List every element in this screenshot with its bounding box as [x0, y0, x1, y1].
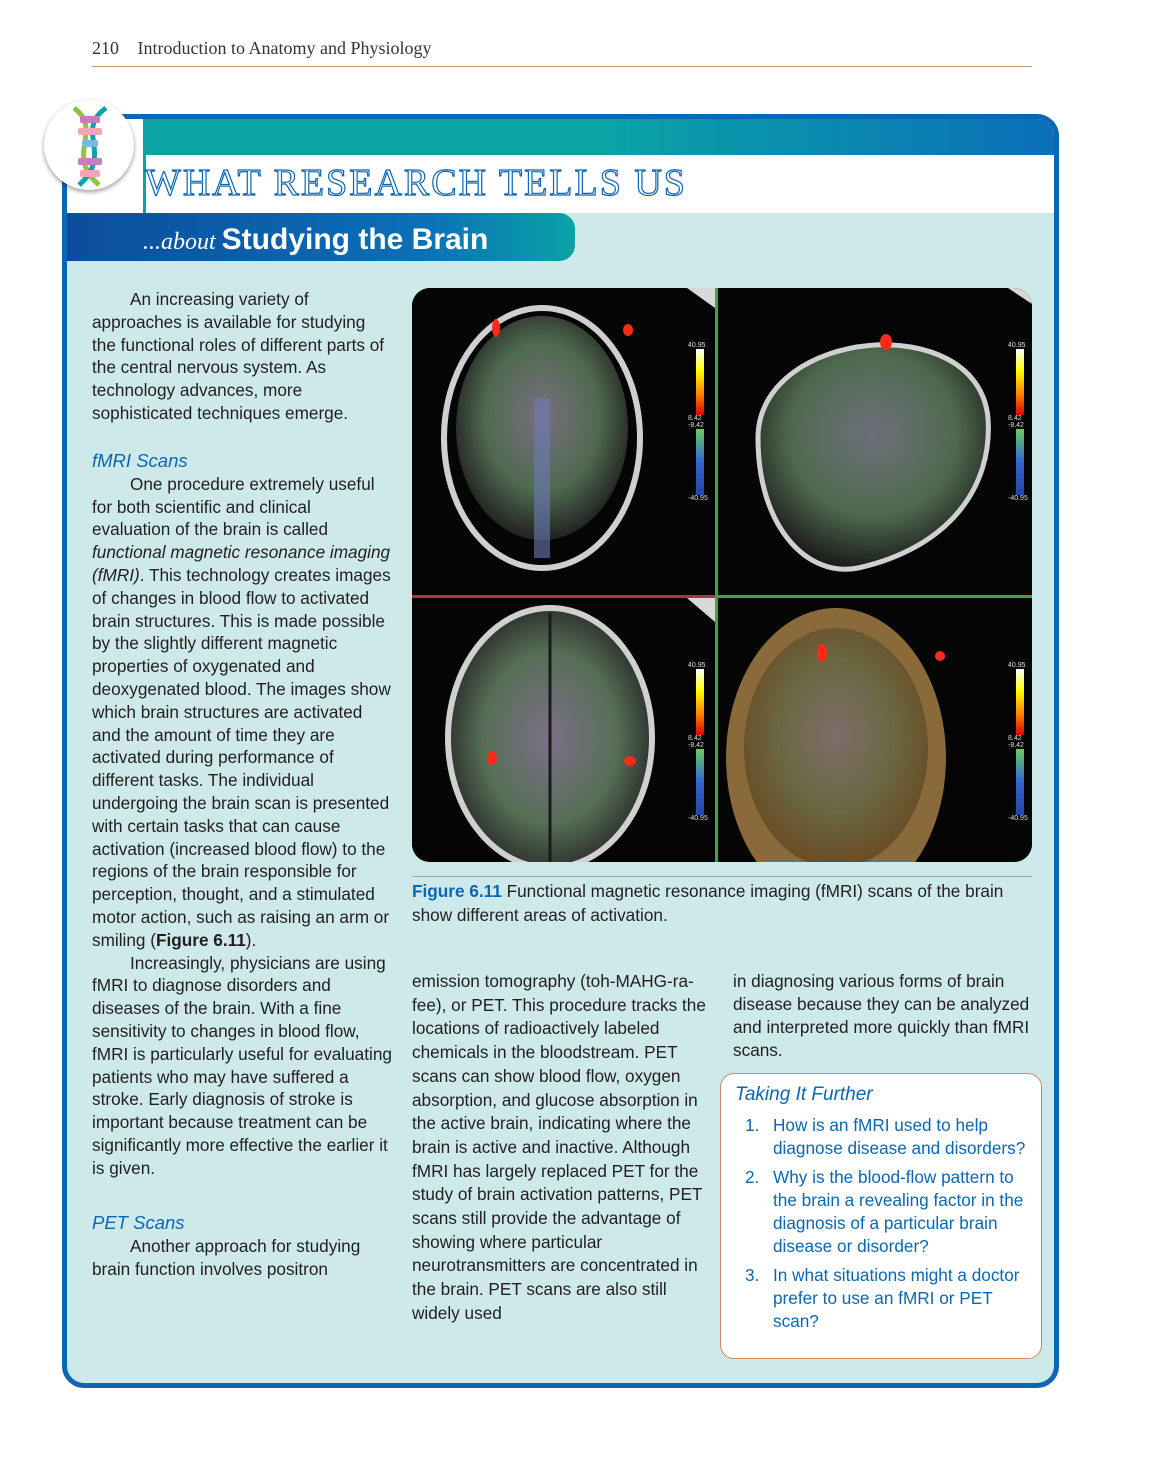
column-2-text: emission tomography (toh-MAHG-ra-fee), or PET. This procedure tracks the locations of radioactively labeled chemicals in the bloodstream. PET scans can show blood flow, oxygen absorption, and glucose absorption in the active brain, indicating where the brain is active and inactive. Although fMRI has largely replaced PET for the study of brain activation patterns, PET scans still provide the advantage of showing where particular neurotransmitters are concentrated in the brain. PET scans are also still widely used	[412, 971, 706, 1323]
figure-caption-text: Functional magnetic resonance imaging (fMRI) scans of the brain show different areas of activation.	[412, 881, 1004, 925]
color-scale-2: 40.95 8.42 -8.42 -40.95	[1008, 342, 1028, 502]
column-3-text: in diagnosing various forms of brain disease because they can be analyzed and interpreted more quickly than fMRI scans.	[733, 971, 1030, 1061]
question-item: 2. Why is the blood-flow pattern to the brain a revealing factor in the diagnosis of a particular brain disease or disorder?	[745, 1167, 1024, 1256]
scale-top-label: 40.95	[688, 342, 706, 349]
column-1	[92, 288, 392, 1281]
fmri-paragraph-2: Increasingly, physicians are using fMRI to diagnose disorders and diseases of the brain. With a fine sensitivity to changes in blood flow, fMRI is particularly useful for evaluating patients who may have suffered a stroke. Early diagnosis of stroke is important because treatment can be significantly more effective the earlier it is given.	[92, 952, 392, 1178]
figure-caption	[412, 876, 1032, 927]
scale-mid-pos-label: 8.42	[688, 415, 702, 422]
taking-it-further-box	[720, 1073, 1042, 1359]
book-title: Introduction to Anatomy and Physiology	[137, 38, 432, 58]
scale-mid-neg-label: -8.42	[688, 422, 704, 429]
figure-label: Figure 6.11	[412, 881, 502, 901]
scan-sagittal	[718, 288, 1032, 595]
figure-reference: Figure 6.11	[155, 929, 246, 950]
page-number: 210	[92, 38, 119, 58]
intro-paragraph: An increasing variety of approaches is available for studying the functional roles of different parts of the central nervous system. As technology advances, more sophisticated techniques emerge.	[92, 289, 385, 423]
scan-coronal-rendered	[718, 598, 1032, 862]
subtitle-prefix: ...about	[143, 229, 216, 255]
fmri-paragraph-1: One procedure extremely useful for both scientific and clinical evaluation of the brain is called functional magnetic resonance imaging (fMRI). This technology creates images of changes in blood flow to activated brain structures. This is made possible by the slightly different magnetic properties of oxygenated and deoxygenated blood. The images show which brain structures are activated and the amount of time they are activated during performance of different tasks. The individual undergoing the brain scan is presented with certain tasks that can cause activation (increased blood flow) to the regions of the brain responsible for perception, thought, and a stimulated motor action, such as raising an arm or smiling (Figure 6.11).	[92, 473, 391, 950]
scan-coronal	[412, 288, 715, 595]
fmri-term: functional magnetic resonance imaging (fMRI)	[92, 542, 391, 585]
scale-bottom-label: -40.95	[688, 495, 708, 502]
question-list	[721, 1114, 1039, 1339]
feature-top-band	[67, 119, 1054, 155]
color-scale-3: 40.95 8.42 -8.42 -40.95	[688, 662, 708, 822]
subtitle-main: Studying the Brain	[221, 223, 489, 256]
feature-subtitle	[143, 223, 488, 257]
fmri-heading: fMRI Scans	[92, 449, 188, 471]
color-scale-4: 40.95 8.42 -8.42 -40.95	[1008, 662, 1028, 822]
feature-title: WHAT RESEARCH TELLS US	[145, 162, 687, 204]
question-item: 3. In what situations might a doctor prefer to use an fMRI or PET scan?	[745, 1265, 1020, 1331]
fmri-figure-image	[412, 288, 1032, 862]
pet-paragraph-1: Another approach for studying brain function involves positron	[92, 1236, 361, 1280]
taking-it-further-title: Taking It Further	[735, 1084, 873, 1105]
scan-axial	[412, 598, 715, 862]
question-item: 1. How is an fMRI used to help diagnose disease and disorders?	[745, 1115, 1026, 1158]
pet-heading: PET Scans	[92, 1212, 185, 1234]
dna-logo-icon	[44, 100, 134, 190]
color-scale-1	[688, 342, 718, 502]
running-head	[92, 38, 1032, 67]
